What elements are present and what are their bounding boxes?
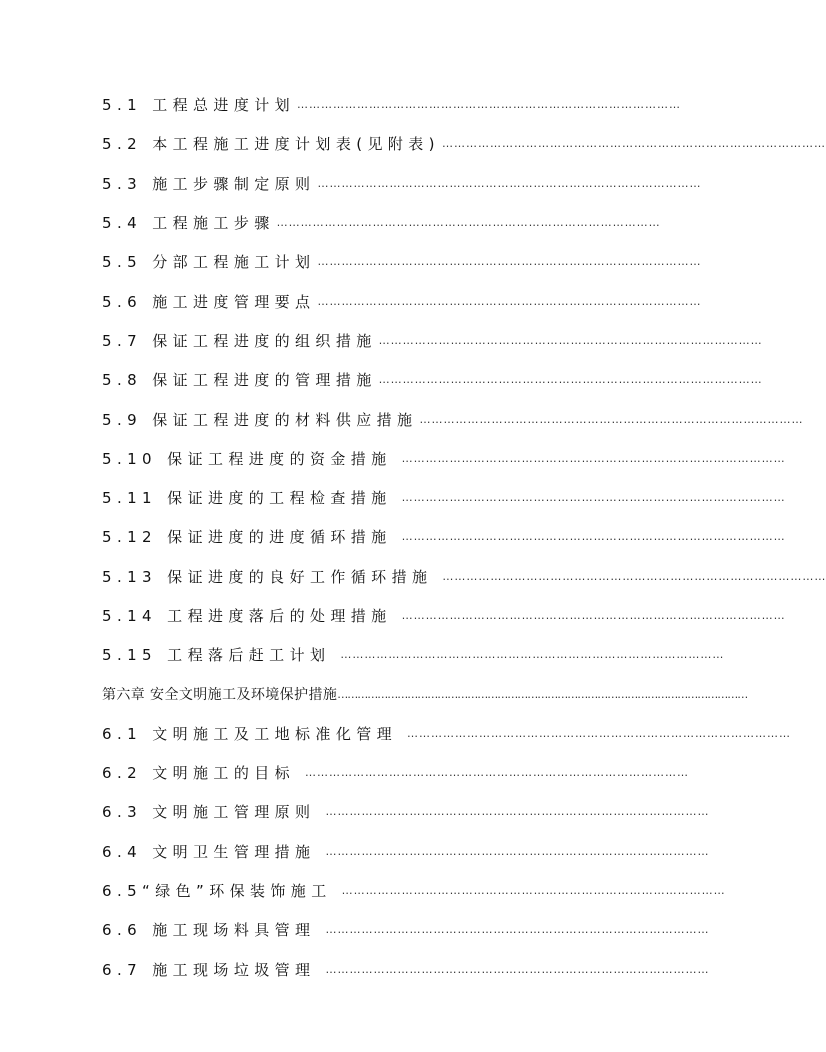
dot-leader: …………………………………………………………………………………………………………… bbox=[337, 687, 748, 701]
toc-entry-5-10[interactable] bbox=[102, 439, 786, 478]
toc-entry-title: 5.14 工程进度落后的处理措施 bbox=[102, 607, 392, 625]
toc-entry-5-7[interactable] bbox=[102, 321, 763, 360]
toc-entry-title: 5.3 施工步骤制定原则 bbox=[102, 174, 316, 193]
toc-entry-title: 6.1 文明施工及工地标准化管理 bbox=[102, 724, 398, 743]
toc-entry-5-9[interactable] bbox=[102, 399, 804, 438]
toc-entry-6-1[interactable] bbox=[102, 714, 792, 753]
toc-entry-title: 5.4 工程施工步骤 bbox=[102, 214, 275, 233]
toc-chapter-6[interactable] bbox=[102, 674, 748, 713]
toc-entry-title: 5.1 工程总进度计划 bbox=[102, 96, 296, 115]
toc-entry-6-5[interactable] bbox=[102, 871, 726, 910]
dot-leader: …………………………………………………………………………………… bbox=[305, 766, 690, 780]
table-of-contents bbox=[102, 85, 826, 989]
toc-entry-5-11[interactable] bbox=[102, 478, 786, 517]
toc-entry-title: 6.2 文明施工的目标 bbox=[102, 764, 296, 783]
toc-entry-title: 5.10 保证工程进度的资金措施 bbox=[102, 449, 392, 468]
toc-entry-title: 5.9 保证工程进度的材料供应措施 bbox=[102, 410, 418, 429]
toc-entry-5-8[interactable] bbox=[102, 360, 763, 399]
dot-leader: …………………………………………………………………………………… bbox=[401, 609, 786, 622]
toc-entry-6-4[interactable] bbox=[102, 832, 710, 871]
toc-entry-5-15[interactable] bbox=[102, 635, 725, 674]
toc-entry-6-2[interactable] bbox=[102, 753, 690, 792]
toc-entry-5-3[interactable] bbox=[102, 164, 702, 203]
toc-entry-6-3[interactable] bbox=[102, 792, 710, 831]
toc-entry-title: 5.15 工程落后赶工计划 bbox=[102, 646, 331, 665]
toc-entry-title: 6.3 文明施工管理原则 bbox=[102, 803, 316, 822]
toc-entry-5-2[interactable] bbox=[102, 124, 826, 163]
toc-entry-title: 5.7 保证工程进度的组织措施 bbox=[102, 331, 377, 350]
toc-entry-title: 6.6 施工现场料具管理 bbox=[102, 921, 316, 940]
dot-leader: …………………………………………………………………………………… bbox=[419, 412, 804, 426]
dot-leader: …………………………………………………………………………………… bbox=[325, 962, 710, 976]
dot-leader: …………………………………………………………………………………… bbox=[441, 137, 826, 151]
dot-leader: …………………………………………………………………………………… bbox=[401, 491, 786, 505]
dot-leader: …………………………………………………………………………………… bbox=[317, 255, 702, 269]
toc-entry-title: 5.2 本工程施工进度计划表(见附表) bbox=[102, 135, 440, 154]
dot-leader: …………………………………………………………………………………… bbox=[297, 98, 682, 112]
toc-entry-title: 5.12 保证进度的进度循环措施 bbox=[102, 528, 392, 547]
toc-entry-6-7[interactable] bbox=[102, 950, 710, 989]
toc-entry-title: 5.11 保证进度的工程检查措施 bbox=[102, 489, 392, 508]
dot-leader: …………………………………………………………………………………… bbox=[276, 216, 661, 230]
toc-entry-6-6[interactable] bbox=[102, 910, 710, 949]
toc-entry-title: 5.5 分部工程施工计划 bbox=[102, 253, 316, 272]
dot-leader: …………………………………………………………………………………… bbox=[341, 884, 726, 898]
dot-leader: …………………………………………………………………………………… bbox=[325, 805, 710, 819]
dot-leader: …………………………………………………………………………………… bbox=[340, 648, 725, 662]
toc-entry-5-5[interactable] bbox=[102, 242, 702, 281]
toc-entry-title: 6.5“绿色”环保装饰施工 bbox=[102, 882, 332, 901]
toc-entry-5-1[interactable] bbox=[102, 85, 682, 124]
dot-leader: …………………………………………………………………………………… bbox=[325, 923, 710, 937]
toc-entry-title: 5.8 保证工程进度的管理措施 bbox=[102, 371, 377, 390]
toc-entry-5-13[interactable] bbox=[102, 557, 826, 596]
dot-leader: …………………………………………………………………………………… bbox=[442, 569, 826, 583]
toc-entry-5-4[interactable] bbox=[102, 203, 668, 242]
toc-entry-title: 6.4 文明卫生管理措施 bbox=[102, 842, 316, 861]
toc-entry-5-6[interactable] bbox=[102, 281, 702, 320]
dot-leader: …………………………………………………………………………………… bbox=[401, 451, 786, 465]
dot-leader: …………………………………………………………………………………… bbox=[378, 333, 763, 347]
toc-entry-title: 5.13 保证进度的良好工作循环措施 bbox=[102, 567, 433, 586]
toc-entry-title: 5.6 施工进度管理要点 bbox=[102, 292, 316, 311]
dot-leader: …………………………………………………………………………………… bbox=[401, 530, 786, 544]
toc-entry-5-12[interactable] bbox=[102, 517, 786, 556]
dot-leader: …………………………………………………………………………………… bbox=[407, 726, 792, 740]
dot-leader: …………………………………………………………………………………… bbox=[317, 176, 702, 190]
toc-chapter-title: 第六章 安全文明施工及环境保护措施 bbox=[102, 687, 338, 704]
dot-leader: …………………………………………………………………………………… bbox=[378, 373, 763, 387]
toc-entry-title: 6.7 施工现场垃圾管理 bbox=[102, 960, 316, 979]
dot-leader: …………………………………………………………………………………… bbox=[317, 294, 702, 308]
toc-entry-5-14[interactable] bbox=[102, 596, 786, 635]
dot-leader: …………………………………………………………………………………… bbox=[325, 844, 710, 858]
